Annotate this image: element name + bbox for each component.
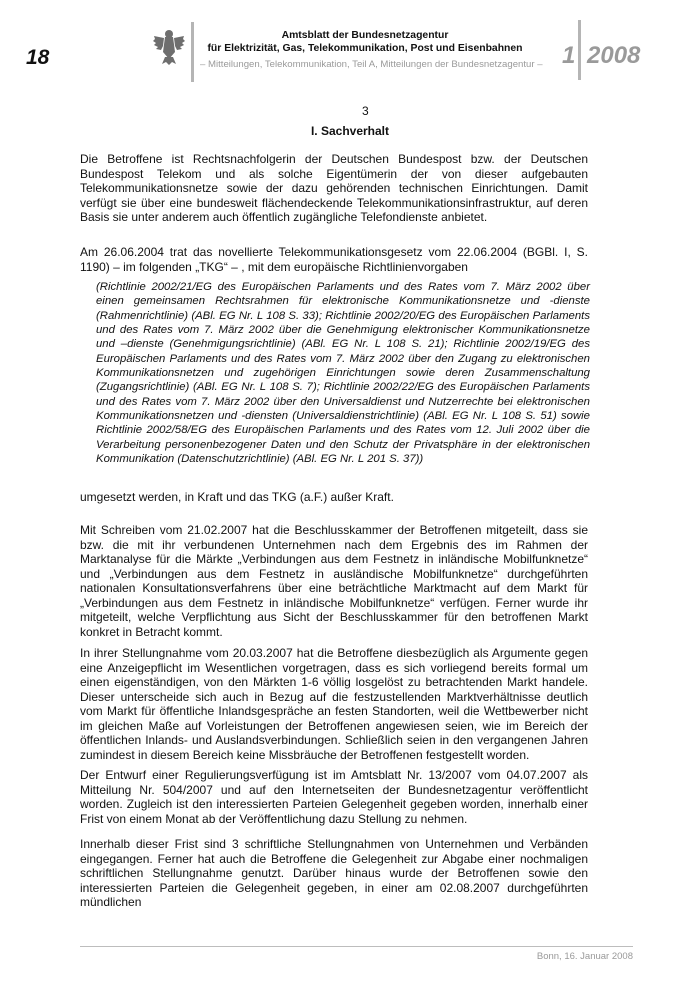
paragraph-3: umgesetzt werden, in Kraft und das TKG (a.F.) außer Kraft. — [80, 490, 394, 504]
issue-year: 2008 — [587, 42, 641, 69]
footer-divider — [80, 946, 633, 947]
page-number: 18 — [26, 46, 50, 69]
journal-subtitle: für Elektrizität, Gas, Telekommunikation, Post und Eisenbahnen — [207, 43, 523, 54]
header-divider-left — [191, 22, 194, 82]
paragraph-6: Der Entwurf einer Regulierungsverfügung ist im Amtsblatt Nr. 13/2007 vom 04.07.2007 als Mitteilung Nr. 504/2007 und auf den Internetseiten der Bundesnetzagentur veröffentlicht worden. Zugleich ist den interessierten Parteien Gelegenheit gegeben worden, innerhalb einer Frist von einem Monat ab der Veröffentlichung dazu Stellung zu nehmen. — [80, 768, 588, 826]
paragraph-2: Am 26.06.2004 trat das novellierte Telekommunikationsgesetz vom 22.06.2004 (BGBl. I, S. 1190) – im folgenden „TKG“ – , mit dem europäische Richtlinienvorgaben — [80, 245, 588, 274]
paragraph-1: Die Betroffene ist Rechtsnachfolgerin der Deutschen Bundespost bzw. der Deutschen Bundespost Telekom und als solche Eigentümerin der von dieser aufgebauten Telekommunikationsnetze sowie der dazu gehörenden technischen Einrichtungen. Damit verfügt sie über eine bundesweit flächendeckende Telekommunikationsinfrastruktur, auf deren Basis sie unter anderem auch öffentlich zugängliche Telefondienste anbietet. — [80, 152, 588, 225]
journal-section: – Mitteilungen, Telekommunikation, Teil A, Mitteilungen der Bundesnetzagentur – — [200, 59, 543, 70]
paragraph-7: Innerhalb dieser Frist sind 3 schriftliche Stellungnahmen von Unternehmen und Verbänden eingegangen. Ferner hat auch die Betroffene die Gelegenheit zur Abgabe einer nochmaligen schriftlichen Stellungnahme genutzt. Darüber hinaus wurde der Betroffenen sowie den interessierten Parteien die Gelegenheit gegeben, in einer am 02.08.2007 durchgeführten mündlichen — [80, 837, 588, 910]
section-title: I. Sachverhalt — [310, 124, 390, 138]
footer-place-date: Bonn, 16. Januar 2008 — [536, 951, 633, 962]
federal-eagle-icon — [152, 28, 186, 66]
journal-title: Amtsblatt der Bundesnetzagentur — [281, 30, 449, 41]
directive-citation-quote: (Richtlinie 2002/21/EG des Europäischen Parlaments und des Rates vom 7. März 2002 über einen gemeinsamen Rechtsrahmen für elektronische Kommunikationsnetze und -dienste (Rahmenrichtlinie) (ABl. EG Nr. L 108 S. 33); Richtlinie 2002/20/EG des Europäischen Parlaments und des Rates vom 7. März 2002 über die Genehmigung elektronischer Kommunikationsnetze und –dienste (Genehmigungsrichtlinie) (ABl. EG Nr. L 108 S. 21); Richtlinie 2002/19/EG des Europäischen Parlaments und des Rates vom 7. März 2002 über den Zugang zu elektronischen Kommunikationsnetzen und zugehörigen Einrichtungen sowie deren Zusammenschaltung (Zugangsrichtlinie) (ABl. EG Nr. L 108 S. 7); Richtlinie 2002/22/EG des Europäischen Parlaments und des Rates vom 7. März 2002 über den Universaldienst und Nutzerrechte bei elektronischen Kommunikationsnetzen und -diensten (Universaldienstrichtlinie) (ABl. EG Nr. L 108 S. 51) sowie Richtlinie 2002/58/EG des Europäischen Parlaments und des Rates vom 12. Juli 2002 über die Verarbeitung personenbezogener Daten und den Schutz der Privatsphäre in der elektronischen Kommunikation (Datenschutzrichtlinie) (ABl. EG Nr. L 201 S. 37)) — [96, 281, 590, 466]
page-marker: 3 — [362, 104, 369, 118]
header-divider-right — [578, 20, 581, 80]
paragraph-5: In ihrer Stellungnahme vom 20.03.2007 hat die Betroffene diesbezüglich als Argumente gegen eine Anzeigepflicht im Wesentlichen vorgetragen, dass es sich vorliegend bereits formal um einen eigenständigen, von den Märkten 1-6 völlig losgelöst zu betrachtenden Markt handele. Dieser unterscheide sich auch in Bezug auf die festzustellenden Marktverhältnisse deutlich vom Markt für öffentliche Inlandsgespräche an festen Standorten, weil die Wettbewerber nicht im gleichen Maße auf Vorleistungen der Betroffenen angewiesen seien, wie im Bereich der öffentlichen Inlands- und Auslandsverbindungen. Schließlich seien in den vergangenen Jahren zumindest in diesem Bereich keine Missbräuche der Betroffenen festgestellt worden. — [80, 646, 588, 762]
issue-number: 1 — [562, 42, 576, 69]
paragraph-4: Mit Schreiben vom 21.02.2007 hat die Beschlusskammer der Betroffenen mitgeteilt, dass sie bzw. die mit ihr verbundenen Unternehmen nach dem Ergebnis des im Rahmen der Marktanalyse für die Märkte „Verbindungen aus dem Festnetz in inländische Mobilfunknetze“ und „Verbindungen aus dem Festnetz in ausländische Mobilfunknetze“ durchgeführten nationalen Konsultationsverfahrens über eine beträchtliche Marktmacht auf dem Markt für „Verbindungen aus dem Festnetz in inländische Mobilfunknetze“ verfügen. Ferner wurde ihr mitgeteilt, welche Verpflichtung aus Sicht der Beschlusskammer für den betroffenen Markt konkret in Betracht kommt. — [80, 523, 588, 639]
